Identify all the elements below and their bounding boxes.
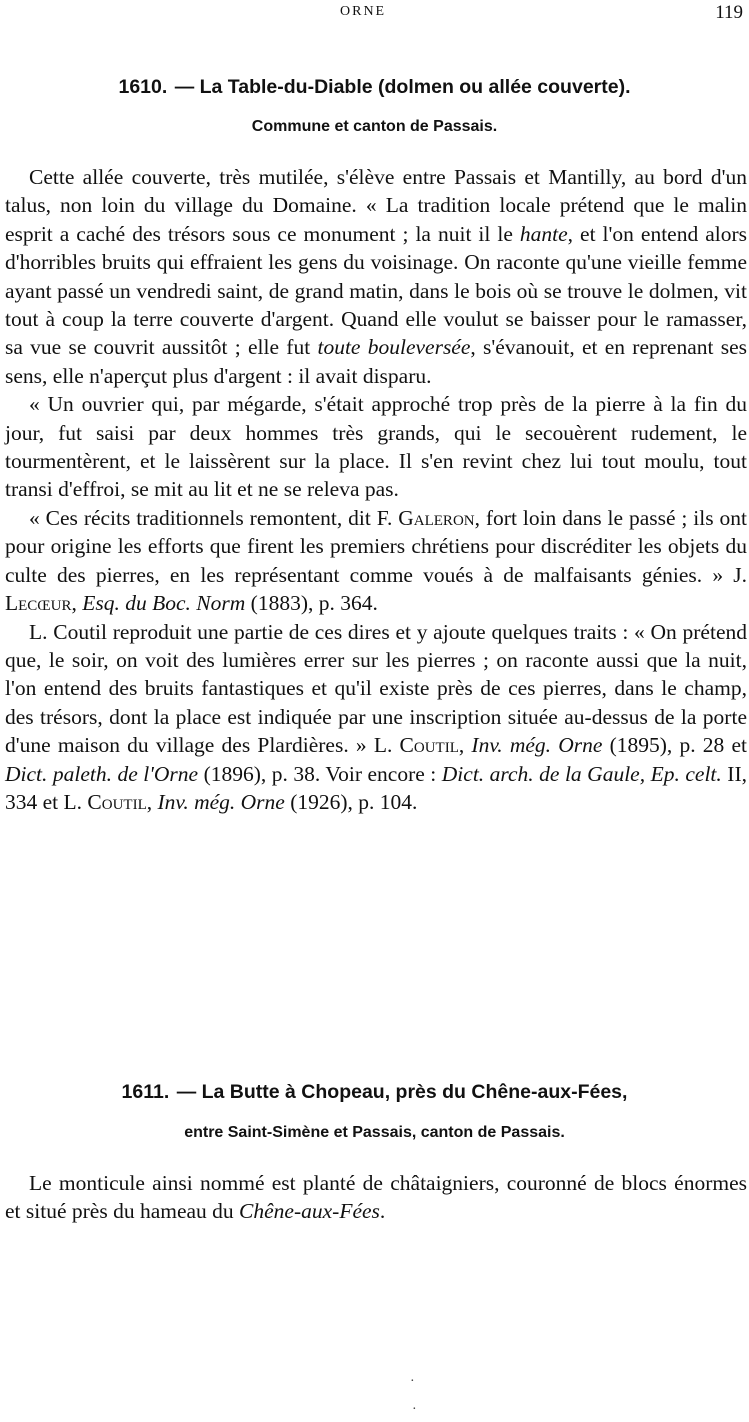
italic-run: Esq. du Boc. Norm <box>82 591 246 616</box>
text-run: , <box>71 591 83 616</box>
author-name: Coutil <box>87 789 147 814</box>
page-number: 119 <box>715 2 743 23</box>
text-run: (1883), p. 364. <box>245 591 378 616</box>
running-head <box>0 2 749 24</box>
italic-run: Chêne-aux-Fées <box>239 1199 380 1224</box>
text-run: Cette allée couverte, très mutilée, s'élève entre Passais et Mantilly, au bord d'un talus, non loin du village du Domaine. « La tradition locale prétend que le malin esprit a caché des trésors sous ce monument ; la nuit il le <box>5 165 747 246</box>
print-speck: · <box>410 1374 415 1389</box>
entry-1610-number: 1610. <box>118 76 168 98</box>
italic-run: Dict. paleth. de l'Orne <box>5 761 199 786</box>
entry-1610-heading <box>0 76 749 99</box>
author-name: Coutil <box>399 733 459 758</box>
text-run: , s'évanouit, et en reprenant ses sens, elle n'aperçut plus d'argent : il avait disparu. <box>5 335 748 388</box>
text-run: (1896), p. 38. Voir encore : <box>198 761 442 786</box>
entry-1610-paragraph-1 <box>5 163 747 390</box>
author-name: Lecœur <box>5 591 72 616</box>
entry-1611-dash: — <box>176 1081 197 1103</box>
text-run: Le monticule ainsi nommé est planté de châtaigniers, couronné de blocs énormes et situé près du hameau du <box>5 1171 747 1224</box>
italic-run: Dict. arch. de la Gaule, Ep. celt. <box>441 761 722 786</box>
entry-1610-paragraph-2: « Un ouvrier qui, par mégarde, s'était approché trop près de la pierre à la fin du jour, fut saisi par deux hommes très grands, qui le secouèrent rudement, le tourmentèrent, et le laissèrent sur la place. Il s'en revint chez lui tout moulu, tout transi d'effroi, se mit au lit et ne se releva pas. <box>5 392 747 502</box>
print-speck: · <box>412 1402 417 1417</box>
entry-1610-subtitle: Commune et canton de Passais. <box>251 118 498 135</box>
text-run: II, 334 et L. <box>5 761 747 814</box>
entry-1610-dash: — <box>174 76 195 98</box>
entry-1611-subtitle: entre Saint-Simène et Passais, canton de Passais. <box>184 1124 565 1141</box>
italic-run: toute bouleversée <box>317 335 471 360</box>
entry-1610-title: La Table-du-Diable (dolmen ou allée couverte). <box>199 76 631 98</box>
running-head-title: ORNE <box>340 4 387 19</box>
italic-run: hante <box>519 221 568 246</box>
text-run: (1926), p. 104. <box>284 789 418 814</box>
text-run: , <box>146 789 158 814</box>
text-run: , et l'on entend alors d'horribles bruits qui effraient les gens du voisinage. On raconte qu'une vieille femme ayant passé un vendredi saint, de grand matin, dans le bois où se trouve le dolmen, vit tout à coup la terre couverte d'argent. Quand elle voulut se baisser pour le ramasser, sa vue se couvrit aussitôt ; elle fut <box>5 221 748 360</box>
italic-run: Inv. még. Orne <box>157 789 285 814</box>
italic-run: Inv. még. Orne <box>471 733 603 758</box>
entry-1611-paragraph-1 <box>5 1169 747 1226</box>
entry-1611-title: La Butte à Chopeau, près du Chêne-aux-Fées, <box>201 1081 628 1103</box>
entry-1610-body <box>5 163 747 816</box>
text-run: . <box>379 1199 386 1224</box>
author-name: Galeron <box>398 505 475 530</box>
entry-1611-heading <box>0 1081 749 1104</box>
text-run: « Ces récits traditionnels remontent, dit F. <box>29 505 399 530</box>
entry-1611-body <box>5 1169 747 1226</box>
text-run: , <box>458 733 472 758</box>
text-run: , fort loin dans le passé ; ils ont pour origine les efforts que firent les premiers chrétiens pour discréditer les objets du culte des pierres, en les représentant comme voués à de malfaisants génies. » J. <box>5 505 747 587</box>
text-run: (1895), p. 28 et <box>602 733 747 758</box>
entry-1610-paragraph-3 <box>5 504 747 618</box>
entry-1611-number: 1611. <box>121 1081 170 1103</box>
entry-1610-paragraph-4 <box>5 618 747 817</box>
text-run: L. Coutil reproduit une partie de ces dires et y ajoute quelques traits : « On prétend que, le soir, on voit des lumières errer sur les pierres ; on raconte aussi que la nuit, l'on entend des bruits fantastiques et qu'il existe près de ces pierres, dans le champ, des trésors, dont la place est indiquée par une inscription située au-dessus de la porte d'une maison du village des Plardières. » L. <box>5 619 747 758</box>
